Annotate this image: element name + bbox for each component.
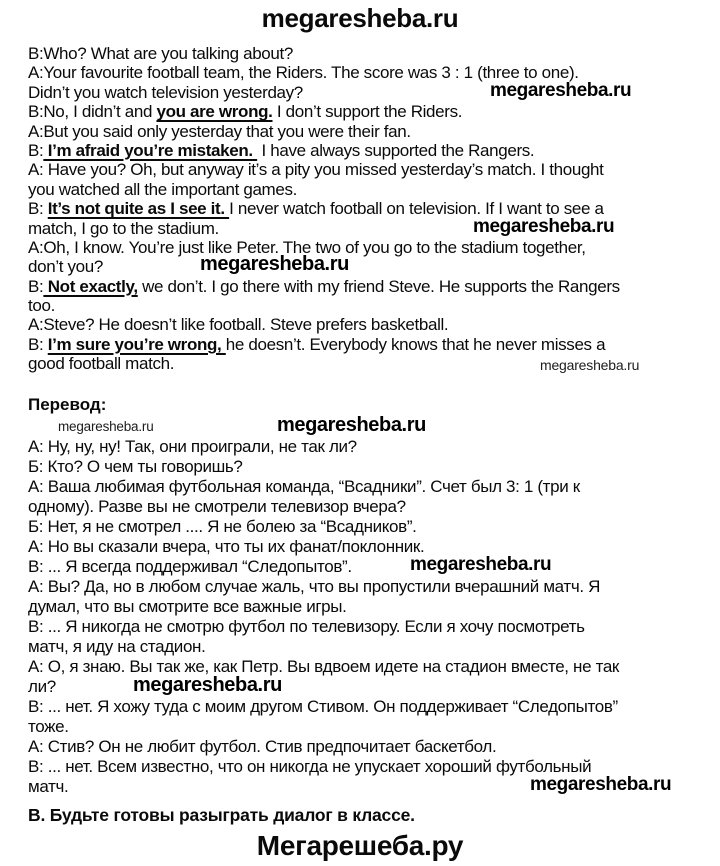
en-line-17 [28,354,706,373]
line-text: B: [28,199,48,219]
line-text: A:Your favourite football team, the Riders. The score was 3 : 1 (three to one). [28,63,579,83]
ru-line-13 [28,673,706,697]
russian-translation-block [0,395,720,825]
ru-line-16 [28,737,706,757]
line-text: B: [28,334,48,354]
line-text: I have always supported the Rangers. [257,140,535,160]
inline-watermark-small: megaresheba.ru [58,418,154,434]
task-instruction: В. Будьте готовы разыграть диалог в классе. [28,804,415,825]
ru-line-10 [28,617,706,637]
line-text: good football match. [28,354,175,374]
line-text: думал, что вы смотрите все важные игры. [28,596,347,616]
english-dialog-block [0,44,720,374]
en-line-15 [28,315,706,334]
highlighted-phrase: Not exactly, [43,276,138,296]
line-text: A:But you said only yesterday that you were their fan. [28,121,411,141]
line-text: B: [28,276,44,296]
line-text: Б: Нет, я не смотрел .... Я не болею за “Всадников”. [28,516,417,536]
inline-watermark: megaresheba.ru [133,673,282,696]
en-line-13 [28,277,706,296]
inline-watermark: megaresheba.ru [277,413,426,436]
site-watermark-header: megaresheba.ru [261,3,459,33]
en-line-10 [28,215,706,238]
watermark-row [28,415,706,437]
line-text: А: Ну, ну, ну! Так, они проиграли, не так ли? [28,436,357,456]
highlighted-phrase: I’m sure you’re wrong, [47,334,226,354]
line-text: B:Who? What are you talking about? [28,44,293,63]
line-text: match, I go to the stadium. [28,218,219,238]
line-text: B:No, I didn’t and [28,102,157,122]
line-text: матч, я иду на стадион. [28,636,206,656]
ru-line-11 [28,637,706,657]
line-text: too. [28,296,55,316]
translation-heading: Перевод: [28,394,107,414]
line-text: A:Oh, I know. You’re just like Peter. The two of you go to the stadium together, [28,237,586,257]
highlighted-phrase: you are wrong. [156,102,273,122]
line-text: don’t you? [28,257,103,277]
ru-line-4 [28,497,706,517]
line-text: I never watch football on television. If I want to see a [229,199,604,219]
line-text: одному). Разве вы не смотрели телевизор вчера? [28,496,406,516]
line-text: you watched all the important games. [28,179,297,199]
en-line-1 [28,44,706,63]
inline-watermark: megaresheba.ru [490,79,632,101]
inline-watermark: megaresheba.ru [200,253,349,276]
line-text: А: Стив? Он не любит футбол. Стив предпочитает баскетбол. [28,736,497,756]
line-text: he doesn’t. Everybody knows that he never misses a [225,334,606,354]
ru-line-3 [28,477,706,497]
ru-line-15 [28,717,706,737]
inline-watermark: megaresheba.ru [473,215,615,237]
highlighted-phrase: It’s not quite as I see it. [47,199,230,219]
ru-line-14 [28,697,706,717]
en-line-16 [28,335,706,354]
line-text: A:Steve? He doesn’t like football. Steve prefers basketball. [28,315,449,335]
inline-watermark-small: megaresheba.ru [540,357,640,374]
line-text: А: Вы? Да, но в любом случае жаль, что вы пропустили вчерашний матч. Я [28,576,601,596]
en-line-8 [28,180,706,199]
ru-line-8 [28,577,706,597]
inline-watermark: megaresheba.ru [530,773,672,795]
line-text: В: ... нет. Всем известно, что он никогда не упускает хороший футбольный [28,756,592,776]
ru-line-9 [28,597,706,617]
ru-line-1 [28,437,706,457]
line-text: ли? [28,676,56,696]
en-line-4 [28,102,706,121]
ru-line-6 [28,537,706,557]
ru-line-12 [28,657,706,677]
line-text: А: Ваша любимая футбольная команда, “Всадники”. Счет был 3: 1 (три к [28,476,580,496]
en-line-14 [28,296,706,315]
line-text: Didn’t you watch television yesterday? [28,82,303,102]
line-text: тоже. [28,716,69,736]
highlighted-phrase: I’m afraid you’re mistaken. [43,140,258,160]
line-text: we don’t. I go there with my friend Steve. He supports the Rangers [137,276,620,296]
ru-line-7 [28,553,706,577]
line-text: Б: Кто? О чем ты говоришь? [28,456,243,476]
line-text: В: ... нет. Я хожу туда с моим другом Стивом. Он поддерживает “Следопытов” [28,696,618,716]
site-logo-footer: Мегарешеба.ру [256,829,464,861]
ru-line-2 [28,457,706,477]
inline-watermark: megaresheba.ru [410,553,552,575]
en-line-5 [28,122,706,141]
line-text: А: О, я знаю. Вы так же, как Петр. Вы вдвоем идете на стадион вместе, не так [28,656,620,676]
line-text: I don’t support the Riders. [272,102,463,122]
en-line-6 [28,141,706,160]
line-text: А: Но вы сказали вчера, что ты их фанат/поклонник. [28,536,425,556]
line-text: A: Have you? Oh, but anyway it’s a pity you missed yesterday’s match. I thought [28,160,604,180]
line-text: матч. [28,776,69,796]
en-line-12 [28,253,706,277]
line-text: B: [28,140,44,160]
en-line-11 [28,238,706,257]
line-text: В: ... Я всегда поддерживал “Следопытов”. [28,556,352,576]
ru-line-18 [28,773,706,797]
en-line-3 [28,79,706,102]
en-line-7 [28,160,706,179]
ru-line-5 [28,517,706,537]
line-text: В: ... Я никогда не смотрю футбол по телевизору. Если я хочу посмотреть [28,616,585,636]
